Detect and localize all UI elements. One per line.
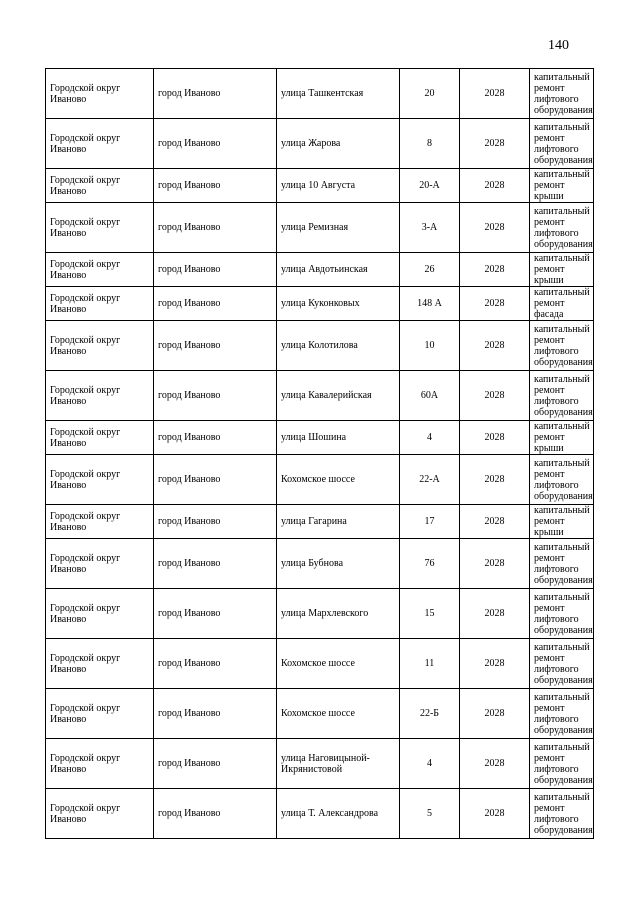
city-cell: город Иваново bbox=[154, 321, 277, 371]
repair-schedule-table bbox=[45, 68, 594, 839]
work-type-cell: капитальный ремонт лифтового оборудования bbox=[530, 69, 594, 119]
year-cell: 2028 bbox=[460, 169, 530, 203]
street-cell: улица Мархлевского bbox=[277, 589, 400, 639]
street-cell: улица Колотилова bbox=[277, 321, 400, 371]
house-cell: 26 bbox=[400, 253, 460, 287]
year-cell: 2028 bbox=[460, 69, 530, 119]
work-type-cell: капитальный ремонт лифтового оборудования bbox=[530, 689, 594, 739]
table-row bbox=[46, 169, 594, 203]
city-cell: город Иваново bbox=[154, 539, 277, 589]
city-cell: город Иваново bbox=[154, 589, 277, 639]
work-type-cell: капитальный ремонт крыши bbox=[530, 421, 594, 455]
table-row bbox=[46, 287, 594, 321]
house-cell: 60А bbox=[400, 371, 460, 421]
work-type-cell: капитальный ремонт лифтового оборудования bbox=[530, 539, 594, 589]
table-row bbox=[46, 589, 594, 639]
district-cell: Городской округ Иваново bbox=[46, 689, 154, 739]
house-cell: 76 bbox=[400, 539, 460, 589]
table-row bbox=[46, 505, 594, 539]
work-type-cell: капитальный ремонт лифтового оборудования bbox=[530, 119, 594, 169]
work-type-cell: капитальный ремонт лифтового оборудования bbox=[530, 589, 594, 639]
city-cell: город Иваново bbox=[154, 253, 277, 287]
table-row bbox=[46, 689, 594, 739]
table-row bbox=[46, 455, 594, 505]
street-cell: улица Кавалерийская bbox=[277, 371, 400, 421]
street-cell: Кохомское шоссе bbox=[277, 639, 400, 689]
work-type-cell: капитальный ремонт крыши bbox=[530, 505, 594, 539]
city-cell: город Иваново bbox=[154, 739, 277, 789]
street-cell: улица Наговицыной-Икрянистовой bbox=[277, 739, 400, 789]
table-row bbox=[46, 203, 594, 253]
district-cell: Городской округ Иваново bbox=[46, 789, 154, 839]
page-number: 140 bbox=[548, 38, 569, 53]
table-row bbox=[46, 119, 594, 169]
table-row bbox=[46, 371, 594, 421]
district-cell: Городской округ Иваново bbox=[46, 69, 154, 119]
district-cell: Городской округ Иваново bbox=[46, 589, 154, 639]
district-cell: Городской округ Иваново bbox=[46, 455, 154, 505]
table-row bbox=[46, 421, 594, 455]
street-cell: улица Жарова bbox=[277, 119, 400, 169]
year-cell: 2028 bbox=[460, 739, 530, 789]
city-cell: город Иваново bbox=[154, 287, 277, 321]
house-cell: 5 bbox=[400, 789, 460, 839]
street-cell: Кохомское шоссе bbox=[277, 689, 400, 739]
table-row bbox=[46, 639, 594, 689]
district-cell: Городской округ Иваново bbox=[46, 739, 154, 789]
city-cell: город Иваново bbox=[154, 639, 277, 689]
year-cell: 2028 bbox=[460, 321, 530, 371]
work-type-cell: капитальный ремонт крыши bbox=[530, 169, 594, 203]
house-cell: 15 bbox=[400, 589, 460, 639]
work-type-cell: капитальный ремонт лифтового оборудования bbox=[530, 789, 594, 839]
street-cell: улица 10 Августа bbox=[277, 169, 400, 203]
year-cell: 2028 bbox=[460, 287, 530, 321]
district-cell: Городской округ Иваново bbox=[46, 539, 154, 589]
city-cell: город Иваново bbox=[154, 371, 277, 421]
city-cell: город Иваново bbox=[154, 505, 277, 539]
district-cell: Городской округ Иваново bbox=[46, 119, 154, 169]
house-cell: 4 bbox=[400, 421, 460, 455]
city-cell: город Иваново bbox=[154, 789, 277, 839]
city-cell: город Иваново bbox=[154, 421, 277, 455]
table-row bbox=[46, 69, 594, 119]
district-cell: Городской округ Иваново bbox=[46, 169, 154, 203]
city-cell: город Иваново bbox=[154, 455, 277, 505]
city-cell: город Иваново bbox=[154, 169, 277, 203]
house-cell: 11 bbox=[400, 639, 460, 689]
year-cell: 2028 bbox=[460, 505, 530, 539]
house-cell: 22-Б bbox=[400, 689, 460, 739]
house-cell: 148 А bbox=[400, 287, 460, 321]
city-cell: город Иваново bbox=[154, 69, 277, 119]
year-cell: 2028 bbox=[460, 789, 530, 839]
city-cell: город Иваново bbox=[154, 689, 277, 739]
work-type-cell: капитальный ремонт крыши bbox=[530, 253, 594, 287]
year-cell: 2028 bbox=[460, 421, 530, 455]
year-cell: 2028 bbox=[460, 639, 530, 689]
house-cell: 20 bbox=[400, 69, 460, 119]
work-type-cell: капитальный ремонт фасада bbox=[530, 287, 594, 321]
table-row bbox=[46, 253, 594, 287]
table-row bbox=[46, 539, 594, 589]
street-cell: улица Ремизная bbox=[277, 203, 400, 253]
city-cell: город Иваново bbox=[154, 119, 277, 169]
street-cell: улица Гагарина bbox=[277, 505, 400, 539]
year-cell: 2028 bbox=[460, 371, 530, 421]
work-type-cell: капитальный ремонт лифтового оборудования bbox=[530, 203, 594, 253]
year-cell: 2028 bbox=[460, 119, 530, 169]
house-cell: 3-А bbox=[400, 203, 460, 253]
district-cell: Городской округ Иваново bbox=[46, 505, 154, 539]
house-cell: 8 bbox=[400, 119, 460, 169]
work-type-cell: капитальный ремонт лифтового оборудования bbox=[530, 321, 594, 371]
street-cell: улица Бубнова bbox=[277, 539, 400, 589]
district-cell: Городской округ Иваново bbox=[46, 253, 154, 287]
house-cell: 20-А bbox=[400, 169, 460, 203]
house-cell: 17 bbox=[400, 505, 460, 539]
district-cell: Городской округ Иваново bbox=[46, 287, 154, 321]
year-cell: 2028 bbox=[460, 203, 530, 253]
house-cell: 4 bbox=[400, 739, 460, 789]
house-cell: 10 bbox=[400, 321, 460, 371]
street-cell: улица Т. Александрова bbox=[277, 789, 400, 839]
year-cell: 2028 bbox=[460, 589, 530, 639]
house-cell: 22-А bbox=[400, 455, 460, 505]
district-cell: Городской округ Иваново bbox=[46, 639, 154, 689]
table-row bbox=[46, 789, 594, 839]
year-cell: 2028 bbox=[460, 689, 530, 739]
street-cell: улица Куконковых bbox=[277, 287, 400, 321]
year-cell: 2028 bbox=[460, 253, 530, 287]
district-cell: Городской округ Иваново bbox=[46, 421, 154, 455]
work-type-cell: капитальный ремонт лифтового оборудования bbox=[530, 455, 594, 505]
city-cell: город Иваново bbox=[154, 203, 277, 253]
district-cell: Городской округ Иваново bbox=[46, 203, 154, 253]
work-type-cell: капитальный ремонт лифтового оборудования bbox=[530, 639, 594, 689]
district-cell: Городской округ Иваново bbox=[46, 371, 154, 421]
street-cell: улица Шошина bbox=[277, 421, 400, 455]
year-cell: 2028 bbox=[460, 539, 530, 589]
street-cell: Кохомское шоссе bbox=[277, 455, 400, 505]
street-cell: улица Ташкентская bbox=[277, 69, 400, 119]
district-cell: Городской округ Иваново bbox=[46, 321, 154, 371]
work-type-cell: капитальный ремонт лифтового оборудования bbox=[530, 371, 594, 421]
table-row bbox=[46, 321, 594, 371]
street-cell: улица Авдотьинская bbox=[277, 253, 400, 287]
table-row bbox=[46, 739, 594, 789]
year-cell: 2028 bbox=[460, 455, 530, 505]
work-type-cell: капитальный ремонт лифтового оборудования bbox=[530, 739, 594, 789]
